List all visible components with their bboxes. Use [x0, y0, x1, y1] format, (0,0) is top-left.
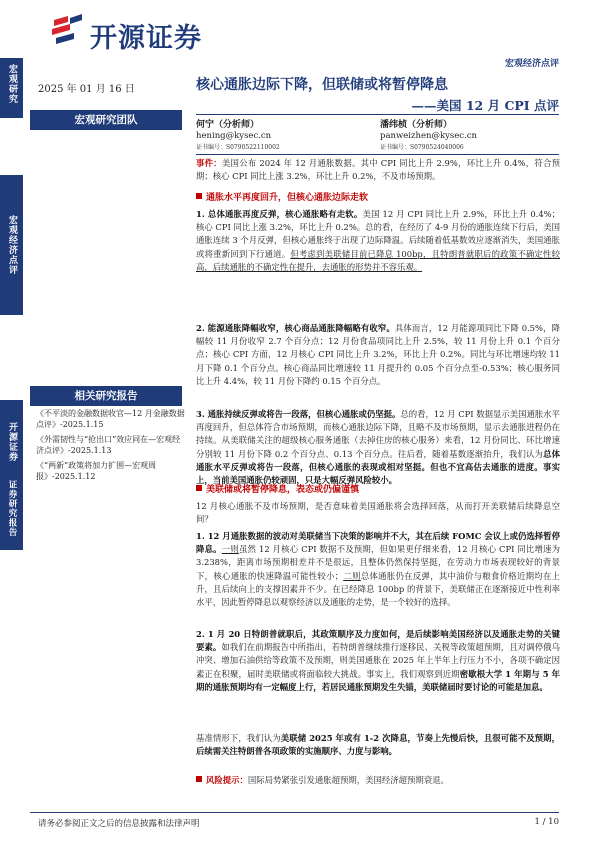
side-label-macro: 宏观研究	[7, 64, 17, 104]
paragraph-emphasis: 总体通胀水平反弹或将告一段落，但核心通胀的表现或相对坚挺。但也不宜高估去通胀的进度。事实上，当前美国通胀仍较顽固，只是大幅反弹风险较小。	[196, 448, 561, 486]
paragraph-underlined: 二则	[343, 570, 361, 581]
paragraph-emphasis: 密歇根大学 1 年期与 5 年期的通胀预期均有一定幅度上行，若居民通胀预期发生失锚，美联储届时要讨论的可能是加息。	[196, 668, 560, 692]
paragraph	[196, 408, 560, 487]
paragraph-text: 虽然 12 月核心 CPI 数据不及预期，但如果更仔细来看，12 月核心 CPI 同比增速为 3.238%，距离市场预期相差并不是很远，且整体仍然保持坚挺，在劳动力市场表现较好的背景下，核心通胀的快速降温可能性较小；	[196, 544, 561, 581]
event-paragraph	[196, 157, 560, 183]
related-list	[36, 408, 186, 482]
paragraph-lead: 2. 1 月 20 日特朗普就职后，其政策顺序及力度如何，是后续影响美国经济以及通胀走势的关键要素。	[196, 629, 560, 653]
side-strip-middle	[0, 175, 23, 315]
risk-text: 国际局势紧张引发通胀超预期，美国经济超预期衰退。	[247, 775, 449, 785]
footer-disclaimer: 请务必参阅正文之后的信息披露和法律声明	[38, 819, 200, 829]
page-title: 核心通胀边际下降，但联储或将暂停降息	[196, 77, 448, 93]
paragraph	[196, 732, 560, 758]
title-divider	[196, 114, 559, 115]
related-report-link[interactable]: 《外需韧性与“抢出口”效应同在—宏观经济点评》-2025.1.13	[36, 435, 181, 455]
square-bullet-icon	[196, 776, 202, 782]
section-heading-text: 美联储或将暂停降息，表态或仍偏谨慎	[206, 485, 360, 495]
section-heading	[196, 484, 560, 497]
related-report-link[interactable]: 《“两新”政策将加力扩围—宏观周报》-2025.1.12	[36, 461, 157, 481]
paragraph-text: 美国 12 月 CPI 同比上升 2.9%，环比上升 0.4%；核心 CPI 同比上涨 3.2%，环比上升 0.2%。总的看，在经历了 4-9 月份的通胀连续下行后，美国通胀连续 3 个月反弹，但核心通胀终于出现了边际降温。后续随着低基数效应逐渐消失，美国通胀或将重新回到下行通道。	[196, 209, 560, 259]
square-bullet-icon	[196, 193, 202, 199]
analyst-email[interactable]: hening@kysec.cn	[196, 131, 272, 141]
page-number: 1 / 10	[534, 817, 559, 827]
report-date: 2025 年 01 月 16 日	[38, 84, 135, 95]
paragraph	[196, 500, 560, 526]
paragraph-emphasis: 美联储 2025 年或有 1-2 次降息，节奏上先慢后快，且很可能不及预期，后续需关注特朗普各项政策的实施顺序、力度与影响。	[196, 733, 561, 757]
paragraph-text: 12 月核心通胀不及市场预期，是否意味着美国通胀将会选择回落，从而打开美联储后续降息空间？	[196, 501, 560, 525]
analyst-name: 何宁（分析师）	[196, 120, 260, 130]
paragraph-lead: 2. 能源通胀降幅收窄，核心商品通胀降幅略有收窄。	[196, 323, 395, 333]
square-bullet-icon	[196, 485, 202, 491]
risk-paragraph	[196, 774, 560, 787]
event-text: 美国公布 2024 年 12 月通胀数据。其中 CPI 同比上升 2.9%，环比上升 0.4%，符合预期；核心 CPI 同比上涨 3.2%，环比上升 0.2%，不及市场预期。	[196, 158, 561, 182]
paragraph	[196, 530, 560, 609]
side-label-report: 证券研究报告	[7, 480, 17, 537]
paragraph	[196, 628, 560, 694]
event-label: 事件：	[196, 158, 222, 168]
side-label-type: 宏观经济点评	[7, 215, 17, 275]
logo-mark-icon	[50, 14, 86, 48]
paragraph-lead: 1. 总体通胀再度反弹，核心通胀略有走软。	[196, 209, 363, 219]
related-label: 相关研究报告	[30, 386, 182, 406]
paragraph-lead: 1. 12 月通胀数据的波动对美联储当下决策的影响并不大，其在后续 FOMC 会议上或仍选择暂停降息。	[196, 531, 560, 555]
analyst-cert: 证书编号：S0790522110002	[196, 144, 280, 151]
side-label-company: 开源证券	[7, 422, 17, 462]
analyst-card	[196, 120, 346, 153]
paragraph	[196, 322, 560, 388]
paragraph-text: 总的看，12 月 CPI 数据显示美国通胀水平再度回升，但总体符合市场预期，而核心通胀边际下降，且略不及市场预期，显示去通胀进程仍在持续。从美联储关注的超级核心服务通胀（去掉住房的核心服务）来看，12 月份同比、环比增速分别较 11 月份下降 0.2 个百分点、0.13 个百分点。往后看，随着基数逐渐抬升，我们认为	[196, 409, 560, 459]
side-strip-top	[0, 58, 23, 118]
team-label: 宏观研究团队	[30, 110, 182, 130]
paragraph-underlined: 一则	[221, 544, 239, 555]
paragraph	[196, 208, 560, 274]
analyst-email[interactable]: panweizhen@kysec.cn	[380, 131, 478, 141]
company-logo	[50, 14, 250, 54]
page-subtitle: ——美国 12 月 CPI 点评	[411, 98, 559, 113]
paragraph-text: 基准情形下，我们认为	[196, 733, 281, 743]
paragraph-underlined: 但考虑到美联储目前已降息 100bp，且特朗普就职后的政策不确定性较高，后续通胀的不确定性在提升，去通胀的形势并不容乐观。	[196, 248, 560, 272]
risk-label: 风险提示：	[206, 775, 248, 785]
footer-divider	[30, 812, 559, 813]
side-strip-bottom	[0, 400, 23, 550]
analyst-name: 潘纬桢（分析师）	[380, 120, 453, 130]
analyst-divider	[196, 154, 559, 155]
company-name: 开源证券	[90, 23, 202, 54]
paragraph-text: 具体而言，12 月能源项同比下降 0.5%，降幅较 11 月份收窄 2.7 个百分点；12 月份食品项同比上升 2.5%，较 11 月份上升 0.1 个百分点；核心 CPI 方面，12 月核心 CPI 同比上升 3.2%，环比上升 0.2%。同比与环比增速均较 11 月下降 0.1 个百分点。核心商品同比增速较 11 月提升约 0.05 个百分点至-0.53%；核心服务同比上升 4.4%，较 11 月份下降约 0.15 个百分点。	[196, 323, 560, 386]
paragraph-lead: 3. 通胀持续反弹或将告一段落，但核心通胀或仍坚挺。	[196, 409, 401, 419]
paragraph-text: 如我们在前期报告中所指出，若特朗普继续推行逐移民、关税等政策超预期，且对调停俄乌冲突、增加石油供给等政策不及预期，则美国通胀在 2025 年上半年上行压力不小，各项不确定因素正在积聚，届时美联储或将面临较大挑战。事实上，我们观察到近期	[196, 642, 561, 679]
related-report-link[interactable]: 《不平淡的金融数据收官—12 月金融数据点评》-2025.1.15	[36, 409, 185, 429]
section-heading-text: 通胀水平再度回升，但核心通胀边际走软	[206, 193, 369, 203]
section-heading	[196, 192, 560, 205]
analyst-cert: 证书编号：S0790524040006	[380, 144, 464, 151]
paragraph-text: 总体通胀仍在反弹，其中油价与粮食价格近期均在上升，且后续向上的支撑因素并不少。在已经降息 100bp 的背景下，美联储正在逐渐接近中性利率水平，因此暂停降息以观察经济以及通胀的走势，是一个较好的选择。	[196, 570, 561, 608]
report-type-label: 宏观经济点评	[504, 59, 559, 69]
analyst-card	[380, 120, 530, 153]
